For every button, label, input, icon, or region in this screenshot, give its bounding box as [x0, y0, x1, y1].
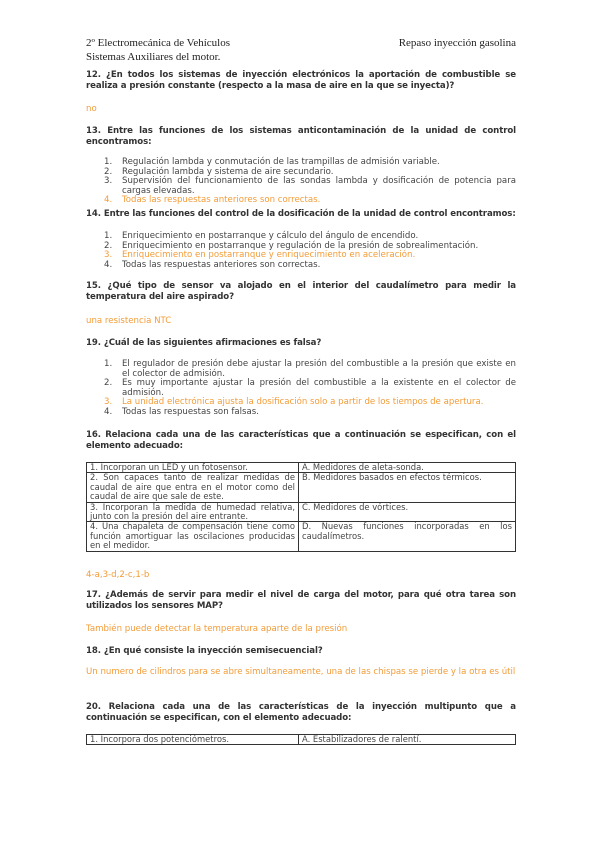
options-19: [86, 360, 516, 418]
header-subject: Sistemas Auxiliares del motor.: [86, 51, 221, 63]
matching-table-20: [86, 734, 516, 745]
question-16: 16. Relaciona cada una de las características que a continuación se especifican, con el elemento adecuado:: [86, 430, 516, 451]
answer-18: Un numero de cilindros para se abre simultaneamente, una de las chispas se pierde y la otra es útil: [86, 667, 516, 677]
table-cell: A. Medidores de aleta-sonda.: [299, 463, 516, 473]
option-13-2: 2. Regulación lambda y sistema de aire secundario.: [104, 166, 334, 177]
option-14-3: 3. Enriquecimiento en postarranque y enriquecimiento en aceleración.: [104, 250, 416, 261]
question-14: 14. Entre las funciones del control de la dosificación de la unidad de control encontramos:: [86, 209, 516, 219]
header-course: 2º Electromecánica de Vehículos: [86, 37, 231, 49]
page-header: [86, 36, 516, 64]
table-row: [87, 463, 516, 473]
question-12: 12. ¿En todos los sistemas de inyección electrónicos la aportación de combustible se realiza a presión constante (respecto a la masa de aire en la que se inyecta)?: [86, 70, 516, 91]
option-19-2: 2. Es muy importante ajustar la presión del combustible a la existente en el colector de admisión.: [104, 378, 516, 398]
question-13: 13. Entre las funciones de los sistemas anticontaminación de la unidad de control encontramos:: [86, 126, 516, 147]
option-14-1: 1. Enriquecimiento en postarranque y cálculo del ángulo de encendido.: [104, 231, 419, 241]
option-13-4: 4. Todas las respuestas anteriores son correctas.: [104, 195, 321, 206]
question-20: 20. Relaciona cada una de las características de la inyección multipunto que a continuación se especifican, con el elemento adecuado:: [86, 702, 516, 723]
option-19-4: 4. Todas las respuestas son falsas.: [104, 406, 260, 417]
question-15: 15. ¿Qué tipo de sensor va alojado en el interior del caudalímetro para medir la temperatura del aire aspirado?: [86, 281, 516, 302]
table-cell: 1. Incorpora dos potenciómetros.: [87, 735, 299, 745]
header-title: Repaso inyección gasolina: [398, 37, 516, 49]
option-13-1: 1. Regulación lambda y conmutación de las trampillas de admisión variable.: [104, 157, 440, 167]
table-cell: 4. Una chapaleta de compensación tiene como función amortiguar las oscilaciones producidas en el medidor.: [87, 522, 299, 551]
table-row: [87, 522, 516, 551]
answer-17: También puede detectar la temperatura aparte de la presión: [86, 624, 348, 634]
options-14: [86, 232, 516, 270]
answer-16: 4-a,3-d,2-c,1-b: [86, 570, 150, 580]
question-18: 18. ¿En qué consiste la inyección semisecuencial?: [86, 646, 323, 656]
table-cell: 1. Incorporan un LED y un fotosensor.: [87, 463, 299, 473]
table-cell: D. Nuevas funciones incorporadas en los caudalímetros.: [299, 522, 516, 551]
table-cell: C. Medidores de vórtices.: [299, 502, 516, 522]
table-cell: A. Estabilizadores de ralentí.: [299, 735, 516, 745]
table-cell: B. Medidores basados en efectos térmicos.: [299, 473, 516, 502]
option-19-3: 3. La unidad electrónica ajusta la dosificación solo a partir de los tiempos de apertura.: [104, 397, 484, 408]
option-14-2: 2. Enriquecimiento en postarranque y regulación de la presión de sobrealimentación.: [104, 240, 479, 251]
table-cell: 2. Son capaces tanto de realizar medidas de caudal de aire que entra en el motor como del caudal de aire que sale de este.: [87, 473, 299, 502]
answer-15: una resistencia NTC: [86, 316, 172, 326]
table-row: [87, 502, 516, 522]
option-19-1: 1. El regulador de presión debe ajustar la presión del combustible a la presión que existe en el colector de admisión.: [104, 359, 516, 379]
table-row: [87, 735, 516, 745]
question-19: 19. ¿Cuál de las siguientes afirmaciones es falsa?: [86, 338, 322, 348]
table-cell: 3. Incorporan la medida de humedad relativa, junto con la presión del aire entrante.: [87, 502, 299, 522]
question-17: 17. ¿Además de servir para medir el nivel de carga del motor, para qué otra tarea son utilizados los sensores MAP?: [86, 590, 516, 611]
options-13: [86, 158, 516, 206]
option-13-3: 3. Supervisión del funcionamiento de las sondas lambda y dosificación de potencia para cargas elevadas.: [104, 176, 516, 196]
table-row: [87, 473, 516, 502]
matching-table-16: [86, 462, 516, 552]
answer-12: no: [86, 104, 97, 114]
option-14-4: 4. Todas las respuestas anteriores son correctas.: [104, 259, 321, 270]
